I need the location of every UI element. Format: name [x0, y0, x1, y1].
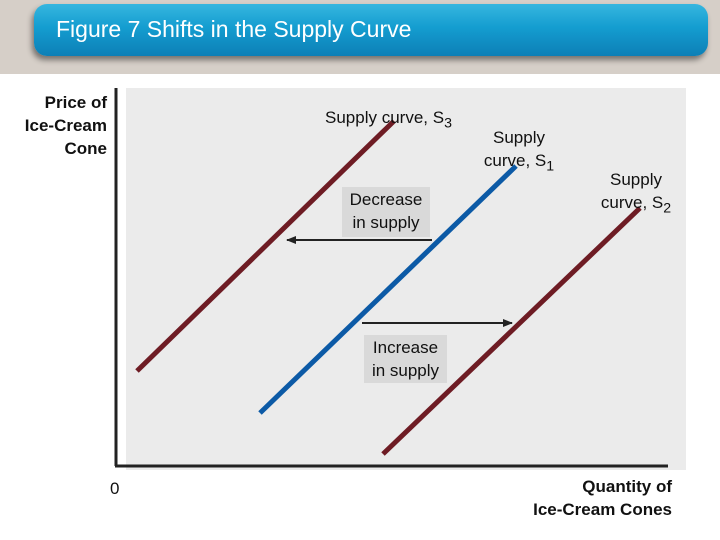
s2-label	[591, 168, 681, 220]
s3-label	[325, 106, 452, 135]
slide-title: Figure 7 Shifts in the Supply Curve	[56, 16, 412, 42]
y-axis-label-line3: Cone	[64, 139, 107, 158]
y-axis-label-line1: Price of	[44, 93, 107, 112]
origin-label: 0	[110, 479, 120, 498]
s3-label-sub: 3	[444, 115, 452, 132]
y-axis-label	[10, 91, 107, 160]
x-axis-label-line1: Quantity of	[582, 477, 672, 496]
copyright-notice: Copyright©2003 Southwestern/Thomson Learning	[534, 528, 712, 537]
increase-annotation	[364, 335, 447, 383]
increase-annotation-line1: Increase	[372, 338, 439, 357]
supply-curve-s2	[383, 208, 640, 454]
y-axis-label-line2: Ice-Cream	[24, 116, 107, 135]
x-axis-label-line2: Ice-Cream Cones	[533, 500, 672, 519]
increase-annotation-line2: in supply	[371, 361, 440, 380]
s1-label-line2: curve, S	[483, 151, 547, 170]
s2-label-line2: curve, S	[600, 193, 664, 212]
s2-label-line1: Supply	[610, 170, 662, 189]
decrease-annotation	[342, 187, 430, 237]
s2-label-sub: 2	[663, 200, 672, 217]
s1-label	[474, 126, 564, 178]
s3-label-text: Supply curve, S	[325, 108, 445, 127]
s1-label-line1: Supply	[493, 128, 545, 147]
s1-label-sub: 1	[546, 158, 555, 175]
x-axis-label	[480, 475, 672, 521]
decrease-annotation-line1: Decrease	[349, 190, 423, 209]
supply-curve-s3	[137, 121, 394, 371]
decrease-annotation-line2: in supply	[352, 213, 420, 232]
